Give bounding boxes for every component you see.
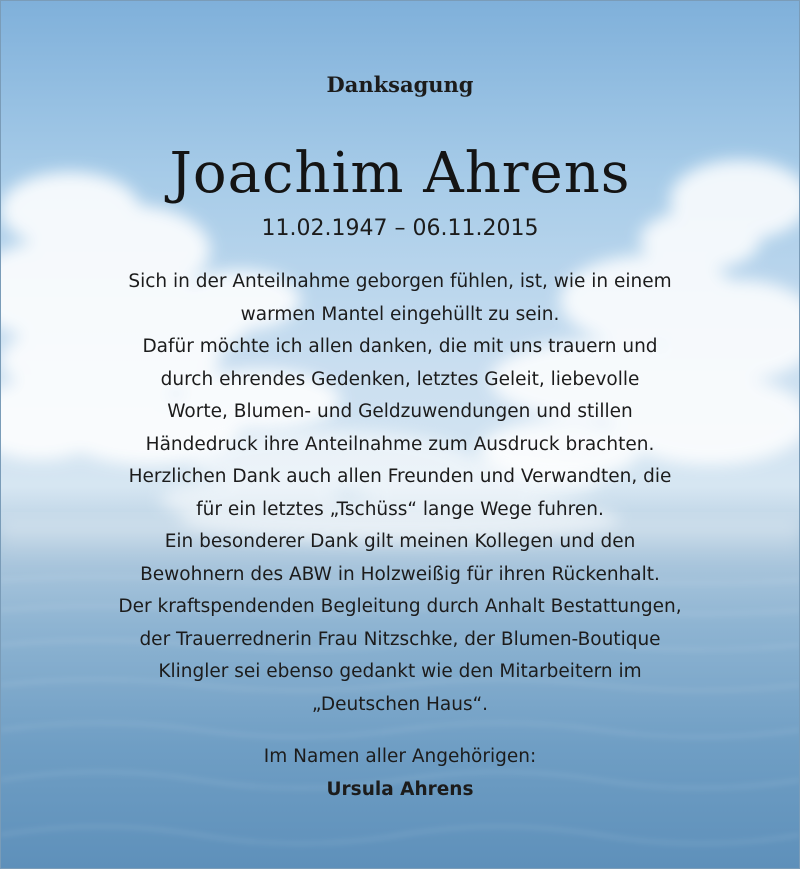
message-line: Händedruck ihre Anteilnahme zum Ausdruck brachten. [145,433,655,455]
deceased-name: Joachim Ahrens [169,141,631,206]
message-line: Worte, Blumen- und Geldzuwendungen und stillen [167,401,633,422]
signature: Ursula Ahrens [326,779,474,800]
message-line: Sich in der Anteilnahme geborgen fühlen, ist, wie in einem [128,271,672,292]
message-line: Herzlichen Dank auch allen Freunden und Verwandten, die [128,466,672,487]
life-dates: 11.02.1947 – 06.11.2015 [261,216,539,241]
message-line: Ein besonderer Dank gilt meinen Kollegen und den [164,531,636,552]
message-line: Dafür möchte ich allen danken, die mit uns trauern und [142,336,658,357]
message-line: durch ehrendes Gedenken, letztes Geleit, liebevolle [160,368,640,390]
message-line: Der kraftspendenden Begleitung durch Anhalt Bestattungen, [118,596,682,617]
message-line: „Deutschen Haus“. [311,693,489,715]
thanks-message [0,266,800,721]
closing-line: Im Namen aller Angehörigen: [263,746,537,767]
message-line: für ein letztes „Tschüss“ lange Wege fuhren. [196,498,604,520]
message-line: Klingler sei ebenso gedankt wie den Mitarbeitern im [158,661,642,682]
message-line: Bewohnern des ABW in Holzweißig für ihren Rückenhalt. [140,563,660,585]
message-line: der Trauerrednerin Frau Nitzschke, der Blumen-Boutique [139,628,661,650]
message-line: warmen Mantel eingehüllt zu sein. [240,303,560,325]
notice-heading: Danksagung [326,72,474,97]
